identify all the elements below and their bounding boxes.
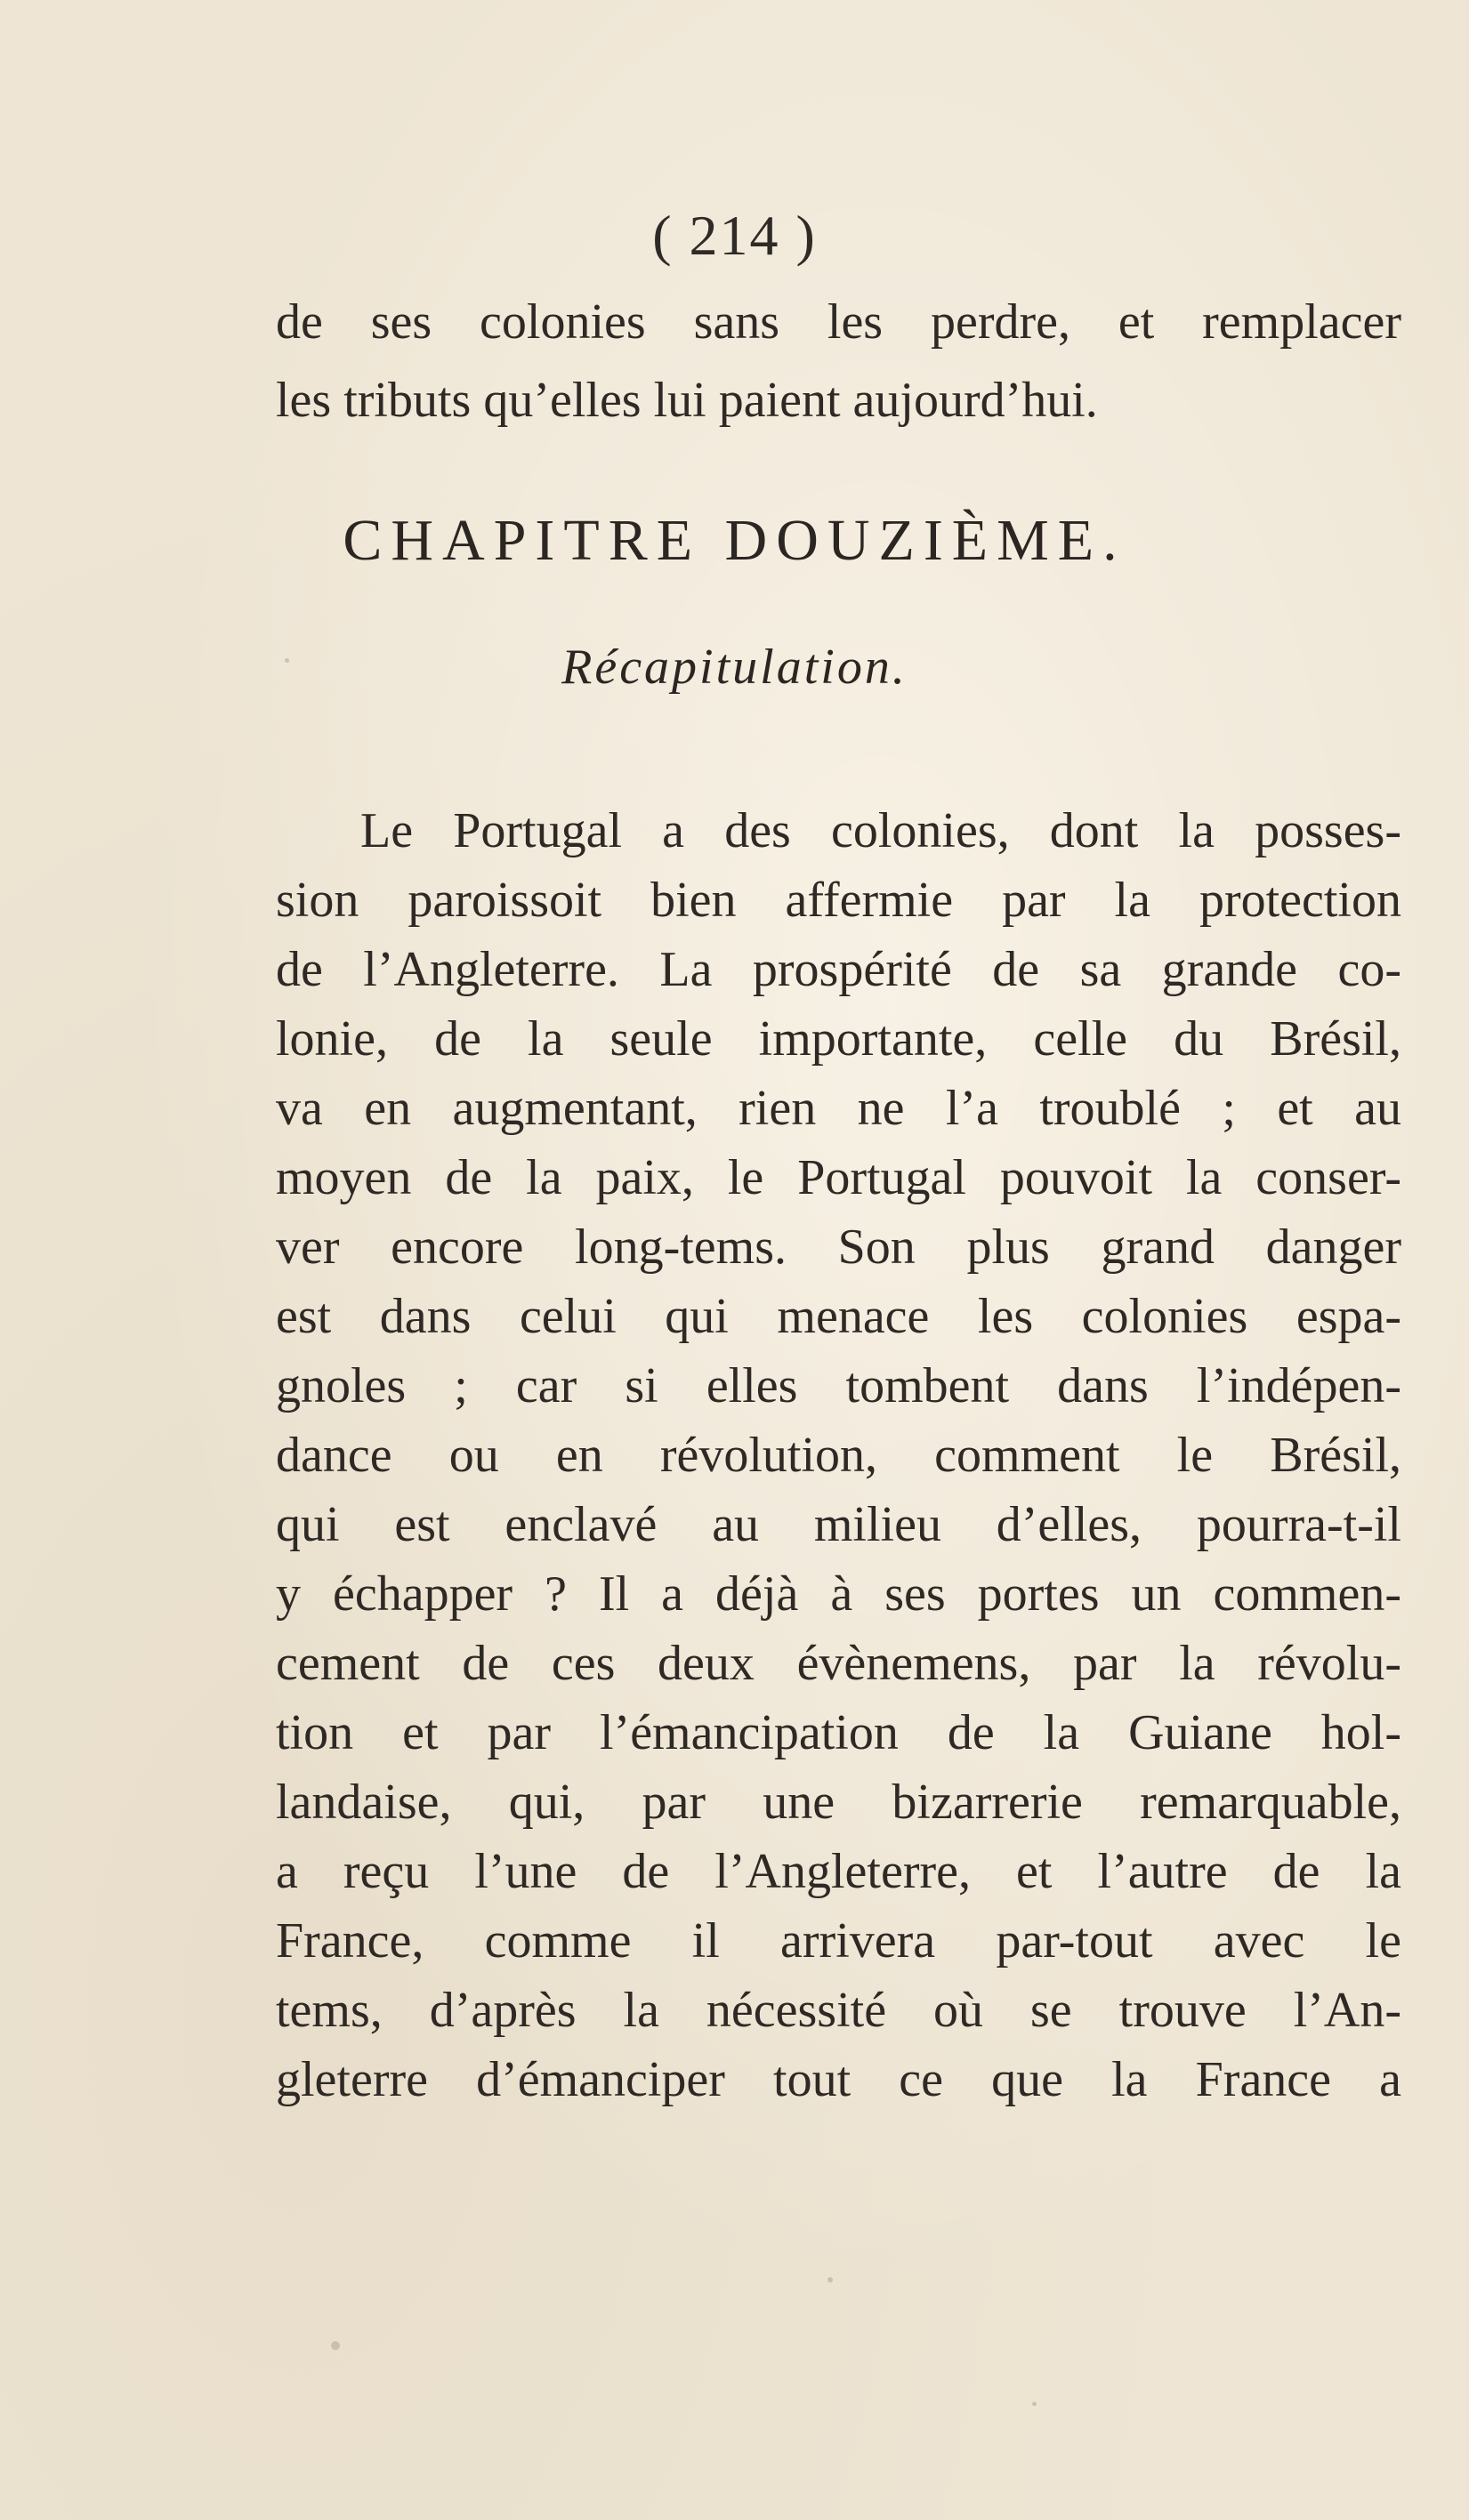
chapter-heading: CHAPITRE DOUZIÈME. bbox=[343, 508, 1126, 573]
paper-speck bbox=[827, 2277, 833, 2282]
paper-speck bbox=[1032, 2402, 1037, 2406]
text-line: tems, d’après la nécessité où se trouve l’An- bbox=[276, 1983, 1401, 2038]
text-line: de l’Angleterre. La prospérité de sa grande co- bbox=[276, 942, 1401, 997]
text-line: y échapper ? Il a déjà à ses portes un commen- bbox=[276, 1566, 1401, 1622]
text-line: va en augmentant, rien ne l’a troublé ; et au bbox=[276, 1081, 1401, 1136]
page-number: ( 214 ) bbox=[652, 204, 817, 267]
text-line: landaise, qui, par une bizarrerie remarquable, bbox=[276, 1775, 1401, 1830]
text-line: tion et par l’émancipation de la Guiane hol- bbox=[276, 1705, 1401, 1760]
text-line: moyen de la paix, le Portugal pouvoit la conser- bbox=[276, 1150, 1401, 1205]
paragraph-first-line: Le Portugal a des colonies, dont la posses- bbox=[360, 803, 1401, 858]
text-line: ver encore long-tems. Son plus grand danger bbox=[276, 1220, 1401, 1275]
text-line: lonie, de la seule importante, celle du Brésil, bbox=[276, 1011, 1401, 1067]
text-line: France, comme il arrivera par-tout avec le bbox=[276, 1913, 1401, 1968]
text-line: gnoles ; car si elles tombent dans l’indépen- bbox=[276, 1358, 1401, 1413]
text-line: les tributs qu’elles lui paient aujourd’hui. bbox=[276, 373, 1098, 428]
text-line: qui est enclavé au milieu d’elles, pourra-t-il bbox=[276, 1497, 1401, 1552]
text-line: cement de ces deux évènemens, par la révolu- bbox=[276, 1636, 1401, 1691]
text-line: est dans celui qui menace les colonies espa- bbox=[276, 1289, 1401, 1344]
chapter-subtitle: Récapitulation. bbox=[561, 640, 908, 695]
text-line: de ses colonies sans les perdre, et remplacer bbox=[276, 294, 1401, 350]
text-line: a reçu l’une de l’Angleterre, et l’autre de la bbox=[276, 1844, 1401, 1899]
text-line: sion paroissoit bien affermie par la protection bbox=[276, 873, 1401, 928]
paper-speck bbox=[285, 658, 289, 663]
text-line: gleterre d’émanciper tout ce que la France a bbox=[276, 2052, 1401, 2107]
text-line: dance ou en révolution, comment le Brésil, bbox=[276, 1428, 1401, 1483]
paper-speck bbox=[331, 2341, 340, 2350]
